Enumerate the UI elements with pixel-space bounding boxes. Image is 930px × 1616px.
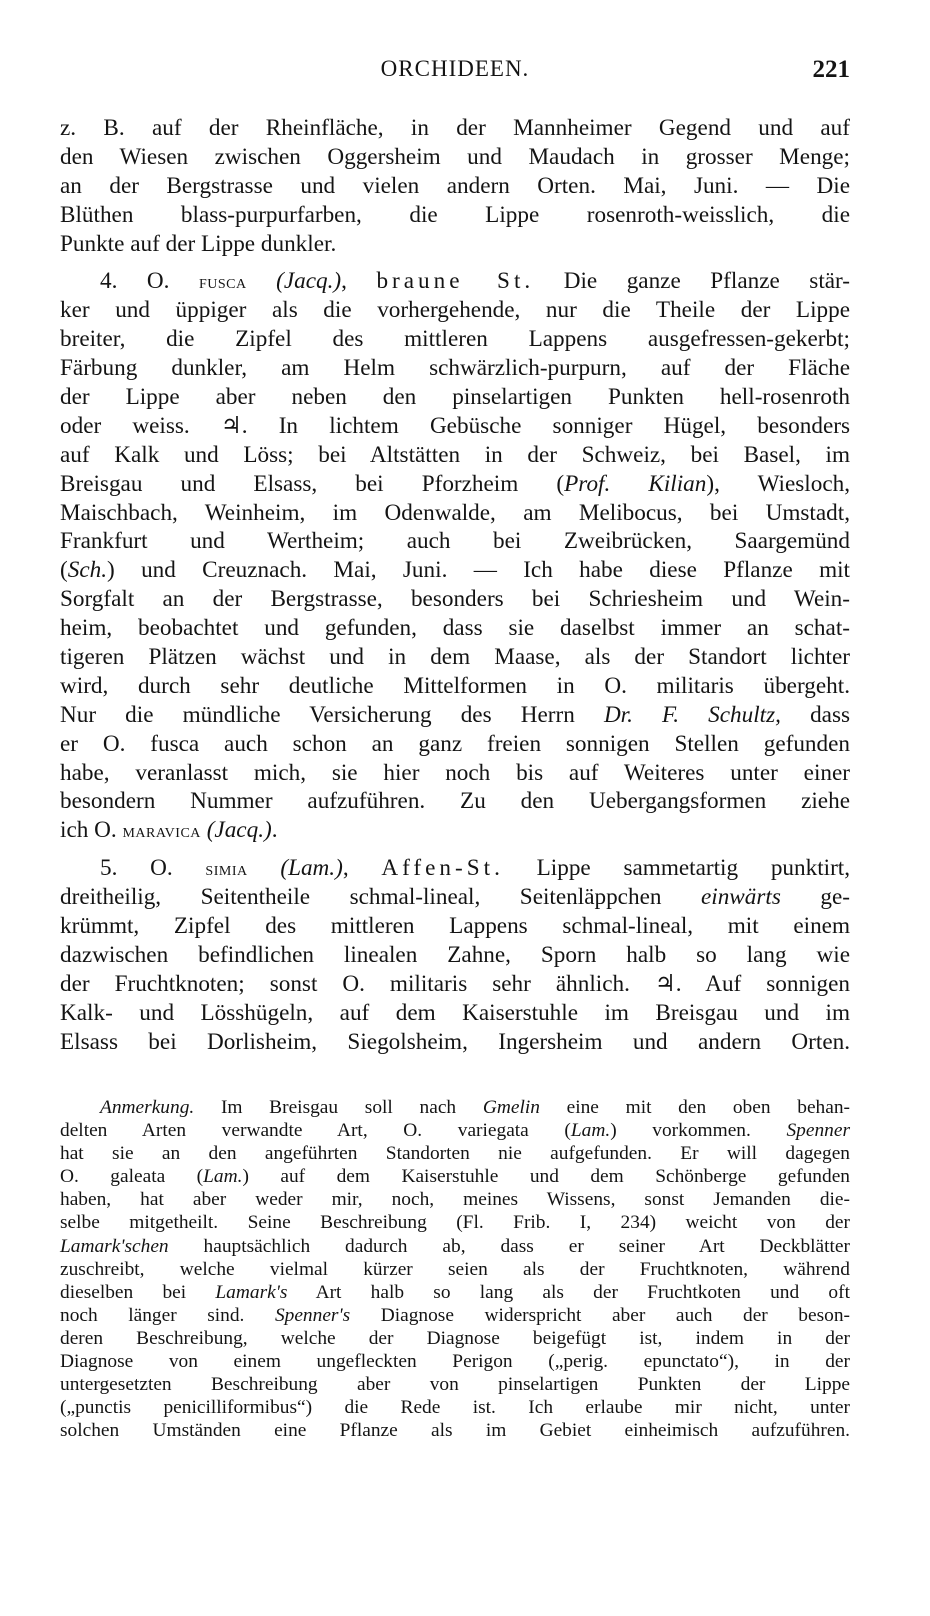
text-line: Elsass bei Dorlisheim, Siegolsheim, Ingersheim und andern Orten.	[60, 1028, 850, 1055]
person-name: Lamark'schen	[60, 1235, 169, 1257]
text-line: ker und üppiger als die vorhergehende, nur die Theile der Lippe	[60, 297, 850, 324]
text-fragment: Breisgau und Elsass, bei Pforzheim (	[60, 470, 565, 497]
text-fragment: O. galeata (	[60, 1166, 204, 1188]
note-line: hat sie an den angeführten Standorten nie aufgefunden. Er will dagegen	[60, 1143, 850, 1165]
species-name: simia	[205, 858, 248, 881]
text-line: Kalk- und Lösshügeln, auf dem Kaiserstuhle im Breisgau und im	[60, 999, 850, 1026]
note-line	[60, 1281, 850, 1304]
species-name: fusca	[198, 271, 247, 294]
text-fragment: noch länger sind.	[60, 1304, 275, 1326]
common-name: braune St.	[376, 268, 535, 295]
species-entry-fusca	[60, 267, 850, 845]
text-line: Punkte auf der Lippe dunkler.	[60, 230, 337, 257]
text-line: breiter, die Zipfel des mittleren Lappens ausgefressen-gekerbt;	[60, 326, 850, 353]
text-fragment: dass	[780, 701, 850, 728]
text-fragment: Im Breisgau soll nach	[194, 1097, 483, 1118]
text-fragment: Art halb so lang als der Fruchtkoten und oft	[287, 1281, 850, 1303]
main-text	[60, 114, 850, 1057]
text-line: auf Kalk und Löss; bei Altstätten in der Schweiz, bei Basel, im	[60, 441, 850, 468]
text-fragment: delten Arten verwandte Art, O. variegata (	[60, 1120, 571, 1142]
annotation-note	[60, 1096, 850, 1442]
text-fragment: dreitheilig, Seitentheile schmal-lineal, Seitenläppchen	[60, 884, 701, 911]
common-name: Affen-St.	[381, 855, 504, 882]
person-name: Prof. Kilian	[564, 470, 707, 497]
text-line	[60, 701, 850, 730]
author-abbrev: Lam.	[203, 1166, 243, 1188]
text-fragment: ) auf dem Kaiserstuhle und dem Schönberge gefunden	[242, 1166, 850, 1188]
text-line: krümmt, Zipfel des mittleren Lappens schmal-lineal, mit einem	[60, 913, 850, 940]
author-abbrev: (Jacq.)	[276, 268, 342, 295]
note-line: haben, hat aber weder mir, noch, meines Wissens, sonst Jemanden die-	[60, 1189, 850, 1211]
note-line	[60, 1165, 850, 1188]
author-abbrev: Sch.	[67, 557, 108, 584]
text-line: den Wiesen zwischen Oggersheim und Maudach in grosser Menge;	[60, 143, 850, 170]
note-line	[60, 1304, 850, 1327]
text-line: oder weiss. ♃. In lichtem Gebüsche sonniger Hügel, besonders	[60, 412, 850, 439]
text-line: Färbung dunkler, am Helm schwärzlich-purpurn, auf der Fläche	[60, 355, 850, 382]
text-line: tigeren Plätzen wächst und in dem Maase, als der Standort lichter	[60, 644, 850, 671]
text-line: besondern Nummer aufzuführen. Zu den Uebergangsformen ziehe	[60, 788, 850, 815]
person-name: Gmelin	[482, 1097, 540, 1118]
entry-number: 4. O.	[100, 268, 170, 295]
text-line	[60, 470, 850, 499]
text-line: Frankfurt und Wertheim; auch bei Zweibrücken, Saargemünd	[60, 528, 850, 555]
text-line	[60, 883, 850, 912]
page-header	[60, 56, 850, 88]
running-title: ORCHIDEEN.	[380, 56, 530, 81]
text-fragment: eine mit den oben behan-	[539, 1097, 851, 1118]
author-abbrev: (Lam.)	[280, 855, 343, 882]
text-fragment: ) vorkommen.	[610, 1120, 787, 1142]
text-line: Maischbach, Weinheim, im Odenwalde, am Melibocus, bei Umstadt,	[60, 499, 850, 526]
entry-heading-line: 5. O. simia (Lam.), Affen-St. Lippe sammetartig punktirt,	[100, 855, 851, 882]
author-abbrev: Lam.	[570, 1120, 611, 1142]
text-fragment: hauptsächlich dadurch ab, dass er seiner Art Deckblätter	[168, 1235, 850, 1257]
note-line: selbe mitgetheilt. Seine Beschreibung (Fl. Frib. I, 234) weicht von der	[60, 1212, 850, 1234]
text-line: heim, beobachtet und gefunden, dass sie daselbst immer an schat-	[60, 615, 850, 642]
text-line: Sorgfalt an der Bergstrasse, besonders bei Schriesheim und Wein-	[60, 586, 850, 613]
note-line: Diagnose von einem ungefleckten Perigon („perig. epunctato“), in der	[60, 1351, 850, 1373]
person-name: Dr. F. Schultz,	[603, 701, 781, 728]
species-name: maravica	[122, 820, 201, 843]
note-line	[60, 1235, 850, 1258]
note-line: solchen Umständen eine Pflanze als im Gebiet einheimisch aufzuführen.	[60, 1420, 850, 1442]
note-line	[60, 1096, 850, 1119]
text-line: der Fruchtknoten; sonst O. militaris sehr ähnlich. ♃. Auf sonnigen	[60, 970, 850, 997]
text-line: Blüthen blass-purpurfarben, die Lippe rosenroth-weisslich, die	[60, 201, 850, 228]
text-line: habe, veranlasst mich, sie hier noch bis auf Weiteres unter einer	[60, 759, 850, 786]
text-line: der Lippe aber neben den pinselartigen Punkten hell-rosenroth	[60, 384, 850, 411]
note-line: („punctis penicilliformibus“) die Rede ist. Ich erlaube mir nicht, unter	[60, 1397, 850, 1419]
text-fragment: (	[60, 557, 68, 584]
person-name: Spenner	[786, 1120, 850, 1142]
continuation-paragraph	[60, 114, 850, 258]
page-number: 221	[812, 56, 850, 83]
text-fragment: ge-	[780, 884, 850, 911]
text-line: dazwischen befindlichen linealen Zahne, Sporn halb so lang wie	[60, 941, 850, 968]
text-line	[60, 556, 850, 585]
text-fragment: Diagnose widerspricht aber auch der beson-	[350, 1304, 850, 1326]
emphasis: einwärts	[700, 884, 781, 911]
text-fragment: .	[271, 817, 278, 844]
species-entry-simia	[60, 854, 850, 1056]
entry-heading-line: 4. O. fusca (Jacq.), braune St. Die ganze Pflanze stär-	[100, 268, 851, 295]
text-fragment: dieselben bei	[60, 1281, 216, 1303]
note-line	[60, 1119, 850, 1142]
text-line: er O. fusca auch schon an ganz freien sonnigen Stellen gefunden	[60, 730, 850, 757]
text-line: an der Bergstrasse und vielen andern Orten. Mai, Juni. — Die	[60, 172, 850, 199]
text-fragment: ) und Creuznach. Mai, Juni. — Ich habe diese Pflanze mit	[107, 557, 850, 584]
text-fragment: ), Wiesloch,	[706, 470, 851, 497]
text-fragment: Lippe sammetartig punktirt,	[536, 855, 851, 882]
note-line: zuschreibt, welche vielmal kürzer seien als der Fruchtknoten, während	[60, 1258, 850, 1280]
note-line: untergesetzten Beschreibung aber von pinselartigen Punkten der Lippe	[60, 1374, 850, 1396]
note-line: deren Beschreibung, welche der Diagnose beigefügt ist, indem in der	[60, 1327, 850, 1349]
text-line: wird, durch sehr deutliche Mittelformen in O. militaris übergeht.	[60, 672, 850, 699]
text-fragment: Die ganze Pflanze stär-	[563, 268, 851, 295]
note-label: Anmerkung.	[100, 1097, 195, 1118]
entry-number: 5. O.	[100, 855, 173, 882]
person-name: Lamark's	[215, 1281, 288, 1303]
person-name: Spenner's	[274, 1304, 351, 1326]
text-line	[60, 816, 850, 845]
text-fragment: Nur die mündliche Versicherung des Herrn	[60, 701, 604, 728]
text-fragment: ich O.	[60, 817, 123, 844]
text-line: z. B. auf der Rheinfläche, in der Mannheimer Gegend und auf	[60, 115, 850, 141]
author-abbrev: (Jacq.)	[206, 817, 272, 844]
